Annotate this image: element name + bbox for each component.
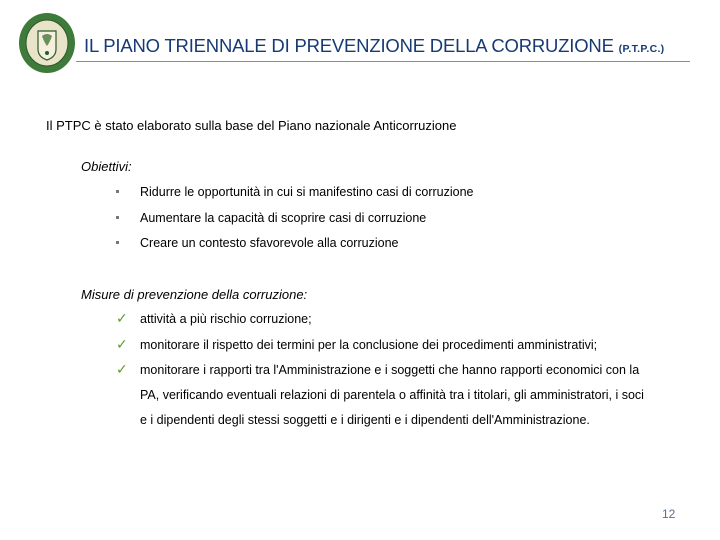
bullet-icon	[116, 190, 119, 193]
measure-continuation: PA, verificando eventuali relazioni di parentela o affinità tra i titolari, gli amministratori, i soci	[140, 388, 644, 402]
title-suffix: (P.T.P.C.)	[618, 43, 665, 55]
intro-text: Il PTPC è stato elaborato sulla base del Piano nazionale Anticorruzione	[46, 118, 457, 133]
measure-text: attività a più rischio corruzione;	[140, 312, 312, 326]
objectives-heading: Obiettivi:	[81, 159, 132, 174]
objective-text: Ridurre le opportunità in cui si manifestino casi di corruzione	[140, 185, 474, 199]
measures-heading: Misure di prevenzione della corruzione:	[81, 287, 308, 302]
checkmark-icon: ✓	[116, 361, 128, 377]
objective-text: Aumentare la capacità di scoprire casi di corruzione	[140, 211, 427, 225]
measure-text: monitorare i rapporti tra l'Amministrazione e i soggetti che hanno rapporti economici con la	[140, 363, 640, 377]
page-number: 12	[662, 507, 676, 521]
title-divider	[76, 61, 690, 62]
objective-text: Creare un contesto sfavorevole alla corruzione	[140, 236, 399, 250]
measure-continuation: e i dipendenti degli stessi soggetti e i dirigenti e i dipendenti dell'Amministrazione.	[140, 413, 590, 427]
measure-text: monitorare il rispetto dei termini per la conclusione dei procedimenti amministrativi;	[140, 338, 598, 352]
school-crest-logo	[18, 12, 76, 74]
bullet-icon	[116, 216, 119, 219]
title-main: IL PIANO TRIENNALE DI PREVENZIONE DELLA CORRUZIONE	[84, 35, 614, 56]
page-title	[84, 35, 664, 57]
checkmark-icon: ✓	[116, 336, 128, 352]
checkmark-icon: ✓	[116, 310, 128, 326]
bullet-icon	[116, 241, 119, 244]
